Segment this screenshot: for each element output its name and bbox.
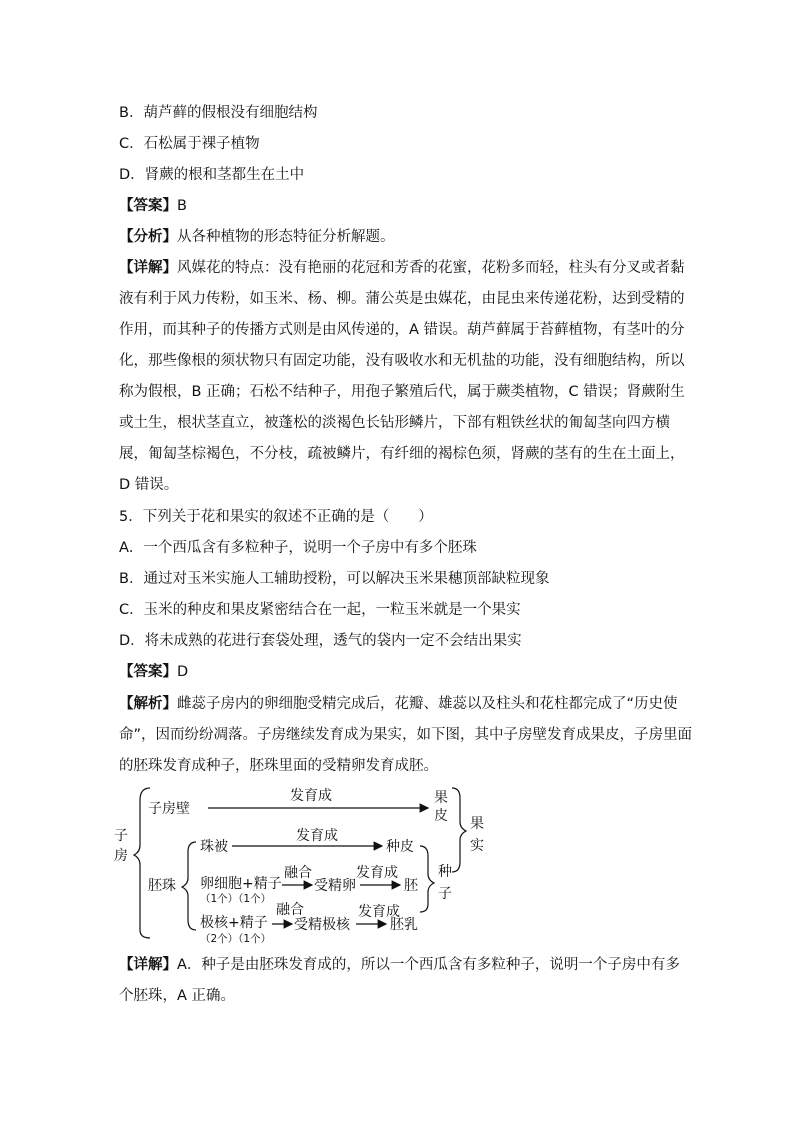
answer-tag: 【答案】 (119, 664, 177, 680)
fruit-brace (452, 788, 466, 872)
fuse-label: 融合 (284, 865, 312, 881)
analysis-tag: 【分析】 (119, 229, 177, 245)
egg-sperm-label: 卵细胞+精子 (200, 876, 282, 892)
option-c-prev: C．石松属于裸子植物 (119, 136, 260, 152)
develop-label: 发育成 (356, 865, 398, 881)
embryo-label: 胚 (404, 878, 418, 894)
pericarp-char-1: 果 (434, 790, 448, 806)
explain-tag: 【解析】 (119, 696, 177, 712)
pericarp-char-2: 皮 (434, 808, 448, 824)
detail-line: D 错误。 (119, 477, 179, 493)
explain-line: 【解析】雌蕊子房内的卵细胞受精完成后，花瓣、雄蕊以及柱头和花柱都完成了“历史使 (119, 696, 678, 712)
question-5-stem: 5．下列关于花和果实的叙述不正确的是（ ） (119, 509, 433, 525)
detail-line: 称为假根，B 正确；石松不结种子，用孢子繁殖后代，属于蕨类植物，C 错误；肾蕨附生 (119, 384, 685, 400)
explain-5 (119, 689, 693, 782)
option-d-prev: D．肾蕨的根和茎都生在土中 (119, 167, 305, 183)
fertilized-polar-label: 受精极核 (294, 917, 350, 933)
detail-5 (119, 950, 679, 1012)
question-5-option-c: C．玉米的种皮和果皮紧密结合在一起，一粒玉米就是一个果实 (119, 602, 521, 618)
ovule-brace (182, 842, 196, 930)
analysis (119, 227, 395, 247)
detail-line: 【详解】风媒花的特点：没有艳丽的花冠和芳香的花蜜，花粉多而轻，柱头有分叉或者黏 (119, 260, 685, 276)
seed-coat-label: 种皮 (386, 839, 414, 855)
answer-tag: 【答案】 (119, 198, 177, 214)
develop-label: 发育成 (290, 788, 332, 804)
detail-line: 【详解】A．种子是由胚珠发育成的，所以一个西瓜含有多粒种子，说明一个子房中有多 (119, 957, 680, 973)
answer-value: B (177, 198, 187, 214)
fruit-char-2: 实 (470, 838, 484, 854)
answer-value: D (177, 664, 189, 680)
ovary-char-1: 子 (114, 828, 128, 844)
seed-char-1: 种 (438, 864, 452, 880)
endosperm-label: 胚乳 (390, 917, 418, 933)
ovule-label: 胚珠 (148, 878, 176, 894)
fuse-label: 融合 (276, 902, 304, 918)
fruit-char-1: 果 (470, 816, 484, 832)
integument-label: 珠被 (200, 839, 228, 855)
polar-sperm-label: 极核+精子 (200, 915, 268, 931)
seed-char-2: 子 (438, 886, 452, 902)
ovary-development-diagram (110, 780, 500, 950)
answer-prev (119, 196, 187, 216)
zygote-label: 受精卵 (314, 878, 356, 894)
detail-tag: 【详解】 (119, 957, 177, 973)
egg-count-label: （1个）（1个） (200, 893, 272, 905)
answer-5 (119, 662, 188, 682)
detail-line: 作用，而其种子的传播方式则是由风传递的，A 错误。葫芦藓属于苔藓植物，有茎叶的分 (119, 322, 685, 338)
develop-label: 发育成 (358, 904, 400, 920)
develop-label: 发育成 (296, 828, 338, 844)
explain-line: 的胚珠发育成种子，胚珠里面的受精卵发育成胚。 (119, 758, 438, 774)
seed-brace (420, 846, 434, 912)
analysis-text: 从各种植物的形态特征分析解题。 (177, 229, 395, 245)
detail-tag: 【详解】 (119, 260, 177, 276)
option-b-prev: B．葫芦藓的假根没有细胞结构 (119, 105, 318, 121)
question-5-option-a: A．一个西瓜含有多粒种子，说明一个子房中有多个胚珠 (119, 540, 477, 556)
detail-line: 液有利于风力传粉，如玉米、杨、柳。蒲公英是虫媒花，由昆虫来传递花粉，达到受精的 (119, 291, 685, 307)
detail-line: 或土生，根状茎直立，被蓬松的淡褐色长钻形鳞片，下部有粗铁丝状的匍匐茎向四方横 (119, 415, 670, 431)
ovary-char-2: 房 (114, 848, 128, 864)
detail-line: 个胚珠，A 正确。 (119, 988, 236, 1004)
polar-count-label: （2个）（1个） (200, 933, 272, 945)
detail-prev (119, 253, 685, 501)
question-5-option-d: D．将未成熟的花进行套袋处理，透气的袋内一定不会结出果实 (119, 633, 522, 649)
explain-line: 命”，因而纷纷凋落。子房继续发育成为果实，如下图，其中子房壁发育成果皮，子房里面 (119, 727, 693, 743)
ovary-wall-label: 子房壁 (148, 801, 190, 817)
question-5-option-b: B．通过对玉米实施人工辅助授粉，可以解决玉米果穗顶部缺粒现象 (119, 571, 550, 587)
detail-line: 展，匍匐茎棕褐色，不分枝，疏被鳞片，有纤细的褐棕色须，肾蕨的茎有的生在土面上， (119, 446, 685, 462)
detail-line: 化，那些像根的须状物只有固定功能，没有吸收水和无机盐的功能，没有细胞结构，所以 (119, 353, 685, 369)
